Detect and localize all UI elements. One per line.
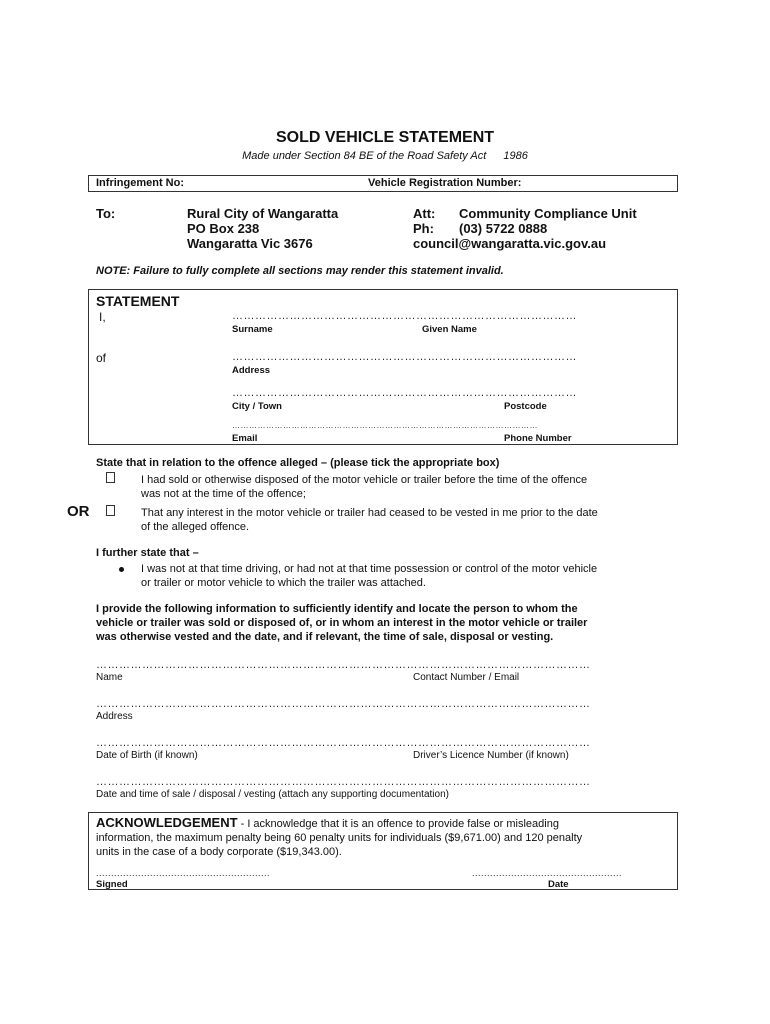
buyer-address-label: Address: [96, 711, 133, 722]
provide-line-2: vehicle or trailer was sold or disposed of, or in whom an interest in the motor vehicle or trailer: [96, 617, 588, 629]
ack-heading: ACKNOWLEDGEMENT: [96, 815, 238, 830]
registration-label: Vehicle Registration Number:: [368, 177, 522, 189]
ph-value: (03) 5722 0888: [459, 221, 548, 236]
infringement-label: Infringement No:: [96, 177, 184, 189]
further-line-2: or trailer or motor vehicle to which the trailer was attached.: [141, 577, 426, 589]
registration-input[interactable]: [549, 176, 674, 191]
att-value: Community Compliance Unit: [459, 206, 637, 221]
surname-label: Surname: [232, 324, 273, 335]
statement-heading: STATEMENT: [96, 293, 180, 309]
provide-line-3: was otherwise vested and the date, and if relevant, the time of sale, disposal or vesting.: [96, 631, 554, 643]
buyer-dob-dots[interactable]: …………………………………………………………………………………………………………………: [96, 737, 591, 749]
option1-line-1: I had sold or otherwise disposed of the motor vehicle or trailer before the time of the offence: [141, 474, 588, 486]
sale-date-label: Date and time of sale / disposal / vesting (attach any supporting documentation): [96, 789, 449, 800]
bullet-icon: [119, 567, 124, 572]
ack-text: [96, 816, 671, 859]
option1-checkbox[interactable]: [106, 472, 115, 483]
option2-text: [141, 506, 598, 534]
buyer-name-dots[interactable]: …………………………………………………………………………………………………………………: [96, 659, 591, 671]
signed-dots[interactable]: ..........................................................: [96, 868, 271, 878]
act-year: 1986: [503, 150, 528, 162]
email-dots[interactable]: ………………………………………………………………………………………………: [232, 421, 538, 430]
infringement-box: [88, 175, 678, 192]
further-line-1: I was not at that time driving, or had not at that time possession or control of the motor vehicle: [141, 563, 598, 575]
address-dots[interactable]: ………………………………………………………………………………: [232, 351, 577, 363]
subtitle-text: Made under Section 84 BE of the Road Safety Act: [242, 150, 487, 162]
to-label: To:: [96, 206, 116, 221]
infringement-input[interactable]: [199, 176, 359, 191]
further-text: [141, 562, 597, 590]
statement-box: [88, 289, 678, 445]
att-label: Att:: [413, 206, 436, 221]
acknowledgement-box: [88, 812, 678, 890]
provide-paragraph: [96, 602, 676, 644]
ack-line-1: [96, 816, 671, 831]
address-label: Address: [232, 365, 271, 376]
ack-line-1-text: - I acknowledge that it is an offence to provide false or misleading: [237, 818, 559, 830]
ph-label: Ph:: [413, 221, 434, 236]
buyer-contact-label: Contact Number / Email: [413, 672, 520, 683]
date-label: Date: [548, 879, 569, 890]
signed-label: Signed: [96, 879, 128, 890]
city-label: City / Town: [232, 401, 282, 412]
option1-text: [141, 473, 587, 501]
form-subtitle: [0, 150, 770, 162]
buyer-dob-label: Date of Birth (if known): [96, 750, 198, 761]
option2-checkbox[interactable]: [106, 505, 115, 516]
of-label: of: [96, 351, 107, 365]
given-name-label: Given Name: [422, 324, 477, 335]
buyer-name-label: Name: [96, 672, 123, 683]
ack-line-2: information, the maximum penalty being 60 penalty units for individuals ($9,671.00) and 120 penalty: [96, 832, 583, 844]
address-line-1: Rural City of Wangaratta: [187, 206, 339, 221]
address-line-2: PO Box 238: [187, 221, 260, 236]
option2-line-1: That any interest in the motor vehicle or trailer had ceased to be vested in me prior to the date: [141, 507, 598, 519]
recipient-address: [187, 206, 338, 251]
ack-line-3: units in the case of a body corporate ($19,343.00).: [96, 846, 342, 858]
option2-line-2: of the alleged offence.: [141, 521, 250, 533]
city-dots[interactable]: ………………………………………………………………………………: [232, 387, 577, 399]
phone-label: Phone Number: [504, 433, 572, 444]
option1-line-2: was not at the time of the offence;: [141, 488, 306, 500]
name-dots[interactable]: ………………………………………………………………………………: [232, 310, 577, 322]
or-label: OR: [67, 503, 90, 520]
further-heading: I further state that –: [96, 547, 199, 559]
i-label: I,: [99, 310, 106, 324]
offence-heading: State that in relation to the offence alleged – (please tick the appropriate box): [96, 457, 500, 469]
email-label: Email: [232, 433, 258, 444]
form-title: SOLD VEHICLE STATEMENT: [275, 129, 495, 146]
buyer-licence-label: Driver’s Licence Number (if known): [413, 750, 569, 761]
address-line-3: Wangaratta Vic 3676: [187, 236, 313, 251]
date-dots[interactable]: ..................................................: [472, 868, 623, 878]
provide-line-1: I provide the following information to sufficiently identify and locate the person to whom the: [96, 603, 578, 615]
buyer-address-dots[interactable]: …………………………………………………………………………………………………………………: [96, 698, 591, 710]
sale-date-dots[interactable]: …………………………………………………………………………………………………………………: [96, 776, 591, 788]
council-email: council@wangaratta.vic.gov.au: [413, 236, 607, 251]
postcode-label: Postcode: [504, 401, 547, 412]
note-text: NOTE: Failure to fully complete all sections may render this statement invalid.: [96, 265, 504, 277]
